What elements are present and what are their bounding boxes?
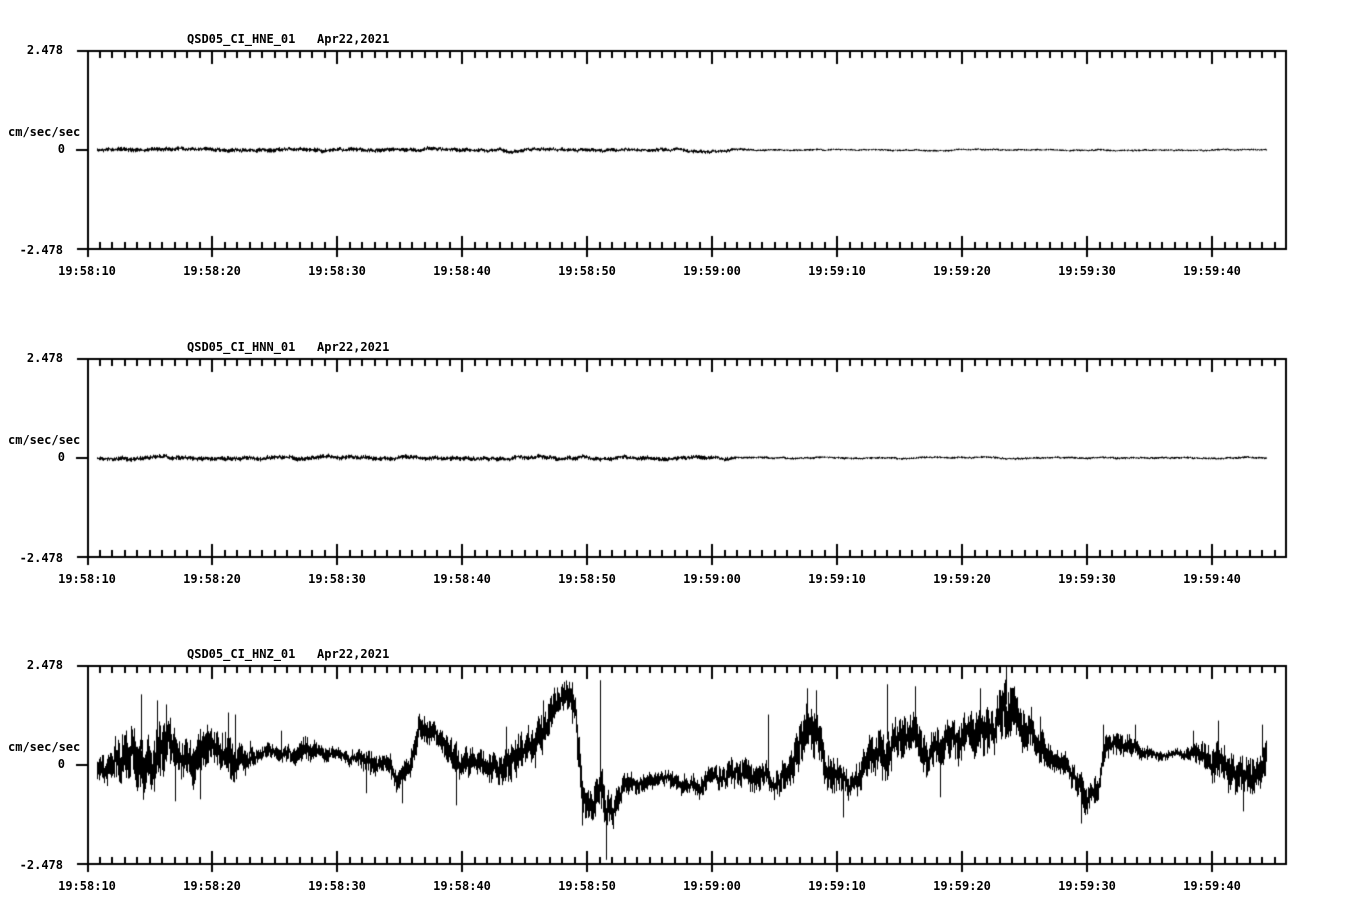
time-tick-label: 19:58:10: [58, 879, 116, 893]
time-tick-label: 19:58:20: [183, 572, 241, 586]
time-axis-labels: [0, 264, 1358, 280]
panel-title: QSD05_CI_HNE_01 Apr22,2021: [187, 32, 390, 46]
time-tick-label: 19:58:10: [58, 572, 116, 586]
y-axis-unit-label: cm/sec/sec: [8, 433, 81, 447]
time-tick-label: 19:58:50: [558, 264, 616, 278]
time-tick-label: 19:59:40: [1183, 572, 1241, 586]
y-axis-zero-label: 0: [57, 450, 65, 464]
time-tick-label: 19:59:20: [933, 879, 991, 893]
y-axis-unit-label: cm/sec/sec: [8, 740, 81, 754]
time-tick-label: 19:58:20: [183, 264, 241, 278]
time-tick-label: 19:58:40: [433, 572, 491, 586]
y-axis-min-label: -2.478: [19, 243, 63, 257]
time-tick-label: 19:59:30: [1058, 572, 1116, 586]
time-tick-label: 19:58:30: [308, 572, 366, 586]
y-axis-unit-label: cm/sec/sec: [8, 125, 81, 139]
y-axis-max-label: 2.478: [26, 43, 63, 57]
time-tick-label: 19:58:30: [308, 264, 366, 278]
time-tick-label: 19:59:30: [1058, 879, 1116, 893]
y-axis-max-label: 2.478: [26, 658, 63, 672]
y-axis-min-label: -2.478: [19, 551, 63, 565]
time-tick-label: 19:59:00: [683, 879, 741, 893]
time-tick-label: 19:59:40: [1183, 879, 1241, 893]
y-axis-min-label: -2.478: [19, 858, 63, 872]
time-tick-label: 19:58:40: [433, 879, 491, 893]
time-tick-label: 19:59:30: [1058, 264, 1116, 278]
time-tick-label: 19:58:30: [308, 879, 366, 893]
y-axis-zero-label: 0: [57, 142, 65, 156]
y-axis-max-label: 2.478: [26, 351, 63, 365]
time-tick-label: 19:58:50: [558, 572, 616, 586]
time-tick-label: 19:59:10: [808, 264, 866, 278]
y-axis-zero-label: 0: [57, 757, 65, 771]
panel-title: QSD05_CI_HNZ_01 Apr22,2021: [187, 647, 390, 661]
time-axis-labels: [0, 572, 1358, 588]
time-axis-labels: [0, 879, 1358, 895]
time-tick-label: 19:59:10: [808, 572, 866, 586]
time-tick-label: 19:59:00: [683, 572, 741, 586]
time-tick-label: 19:59:10: [808, 879, 866, 893]
time-tick-label: 19:58:50: [558, 879, 616, 893]
time-tick-label: 19:58:40: [433, 264, 491, 278]
time-tick-label: 19:59:40: [1183, 264, 1241, 278]
time-tick-label: 19:59:00: [683, 264, 741, 278]
panel-title: QSD05_CI_HNN_01 Apr22,2021: [187, 340, 390, 354]
time-tick-label: 19:58:20: [183, 879, 241, 893]
time-tick-label: 19:59:20: [933, 264, 991, 278]
time-tick-label: 19:58:10: [58, 264, 116, 278]
time-tick-label: 19:59:20: [933, 572, 991, 586]
